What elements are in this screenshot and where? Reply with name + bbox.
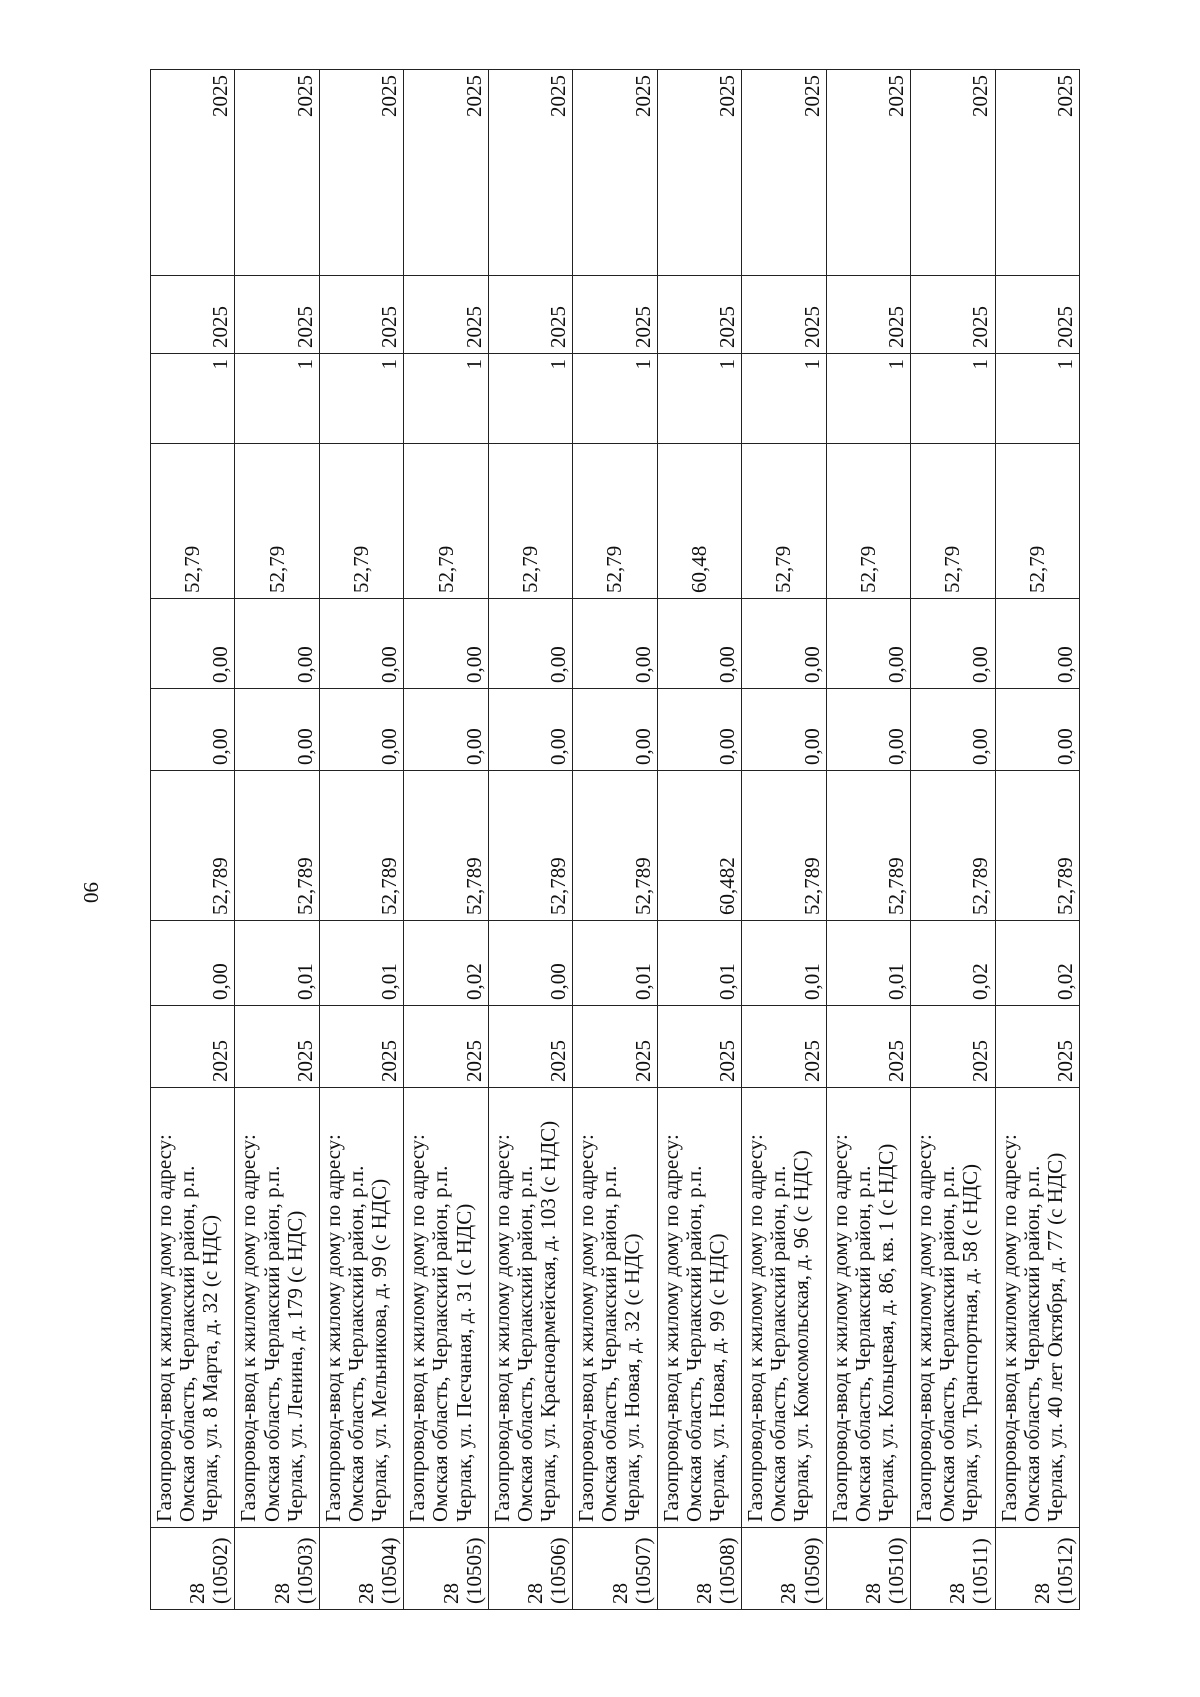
value-cell-1: 0,01 — [826, 921, 910, 1006]
value-cell-4: 0,00 — [319, 599, 403, 689]
value-cell-4: 0,00 — [657, 599, 741, 689]
year-cell-3: 2025 — [488, 70, 572, 276]
value-cell-5: 52,79 — [235, 444, 319, 599]
year-cell-3: 2025 — [573, 70, 657, 276]
year-start-cell: 2025 — [657, 1006, 741, 1088]
object-code-cell — [911, 1528, 995, 1610]
object-name-cell: Газопровод-ввод к жилому дому по адресу: Омская область, Черлакский район, р.п. Черлак, ул. Новая, д. 32 (с НДС) — [573, 1088, 657, 1528]
value-cell-3: 0,00 — [488, 689, 572, 771]
object-code-number: 28 — [1029, 1583, 1054, 1604]
value-cell-4: 0,00 — [151, 599, 235, 689]
value-cell-5: 52,79 — [151, 444, 235, 599]
quantity-cell: 1 — [151, 354, 235, 444]
object-code-id: (10508) — [715, 1537, 740, 1604]
value-cell-5: 52,79 — [488, 444, 572, 599]
value-cell-5: 52,79 — [573, 444, 657, 599]
value-cell-1: 0,01 — [742, 921, 826, 1006]
year-start-cell: 2025 — [911, 1006, 995, 1088]
year-cell-2: 2025 — [151, 276, 235, 354]
value-cell-1: 0,01 — [319, 921, 403, 1006]
object-code-id: (10502) — [208, 1537, 233, 1604]
object-code-cell — [657, 1528, 741, 1610]
quantity-cell: 1 — [911, 354, 995, 444]
year-cell-2: 2025 — [235, 276, 319, 354]
year-start-cell: 2025 — [995, 1006, 1079, 1088]
year-cell-3: 2025 — [826, 70, 910, 276]
value-cell-2: 52,789 — [573, 771, 657, 921]
year-cell-2: 2025 — [657, 276, 741, 354]
object-code-number: 28 — [776, 1583, 801, 1604]
table-row — [319, 70, 403, 1610]
value-cell-1: 0,01 — [573, 921, 657, 1006]
object-code-id: (10507) — [630, 1537, 655, 1604]
value-cell-2: 52,789 — [404, 771, 488, 921]
object-name-cell: Газопровод-ввод к жилому дому по адресу: Омская область, Черлакский район, р.п. Черлак, ул. Новая, д. 99 (с НДС) — [657, 1088, 741, 1528]
table-row — [235, 70, 319, 1610]
value-cell-3: 0,00 — [235, 689, 319, 771]
value-cell-4: 0,00 — [488, 599, 572, 689]
table-row — [151, 70, 235, 1610]
value-cell-2: 52,789 — [742, 771, 826, 921]
quantity-cell: 1 — [319, 354, 403, 444]
object-name-cell: Газопровод-ввод к жилому дому по адресу: Омская область, Черлакский район, р.п. Черлак, ул. 8 Марта, д. 32 (с НДС) — [151, 1088, 235, 1528]
quantity-cell: 1 — [742, 354, 826, 444]
value-cell-1: 0,01 — [235, 921, 319, 1006]
value-cell-3: 0,00 — [151, 689, 235, 771]
value-cell-5: 52,79 — [742, 444, 826, 599]
table-row — [657, 70, 741, 1610]
object-name-cell: Газопровод-ввод к жилому дому по адресу: Омская область, Черлакский район, р.п. Черлак, ул. Транспортная, д. 58 (с НДС) — [911, 1088, 995, 1528]
value-cell-4: 0,00 — [235, 599, 319, 689]
object-code-id: (10506) — [546, 1537, 571, 1604]
quantity-cell: 1 — [235, 354, 319, 444]
year-cell-3: 2025 — [151, 70, 235, 276]
object-code-id: (10510) — [883, 1537, 908, 1604]
object-code-cell — [151, 1528, 235, 1610]
value-cell-3: 0,00 — [319, 689, 403, 771]
year-start-cell: 2025 — [235, 1006, 319, 1088]
year-start-cell: 2025 — [404, 1006, 488, 1088]
object-name-cell: Газопровод-ввод к жилому дому по адресу: Омская область, Черлакский район, р.п. Черлак, ул. Красноармейская, д. 103 (с НДС) — [488, 1088, 572, 1528]
value-cell-5: 52,79 — [319, 444, 403, 599]
year-cell-2: 2025 — [319, 276, 403, 354]
object-name-cell: Газопровод-ввод к жилому дому по адресу: Омская область, Черлакский район, р.п. Черлак, ул. Мельникова, д. 99 (с НДС) — [319, 1088, 403, 1528]
value-cell-1: 0,00 — [151, 921, 235, 1006]
table-row — [488, 70, 572, 1610]
year-cell-2: 2025 — [826, 276, 910, 354]
value-cell-1: 0,02 — [404, 921, 488, 1006]
year-cell-2: 2025 — [573, 276, 657, 354]
object-code-id: (10505) — [461, 1537, 486, 1604]
year-cell-3: 2025 — [995, 70, 1079, 276]
value-cell-2: 52,789 — [911, 771, 995, 921]
year-cell-3: 2025 — [911, 70, 995, 276]
object-code-id: (10509) — [799, 1537, 824, 1604]
page-number: 90 — [79, 882, 103, 903]
value-cell-5: 52,79 — [911, 444, 995, 599]
value-cell-1: 0,02 — [995, 921, 1079, 1006]
year-cell-2: 2025 — [404, 276, 488, 354]
object-code-cell — [573, 1528, 657, 1610]
year-start-cell: 2025 — [742, 1006, 826, 1088]
object-name-cell: Газопровод-ввод к жилому дому по адресу: Омская область, Черлакский район, р.п. Черлак, ул. 40 лет Октября, д. 77 (с НДС) — [995, 1088, 1079, 1528]
object-code-number: 28 — [607, 1583, 632, 1604]
year-cell-3: 2025 — [319, 70, 403, 276]
value-cell-3: 0,00 — [657, 689, 741, 771]
year-cell-2: 2025 — [995, 276, 1079, 354]
object-code-cell — [488, 1528, 572, 1610]
value-cell-4: 0,00 — [911, 599, 995, 689]
object-name-cell: Газопровод-ввод к жилому дому по адресу: Омская область, Черлакский район, р.п. Черлак, ул. Кольцевая, д. 86, кв. 1 (с НДС) — [826, 1088, 910, 1528]
year-start-cell: 2025 — [573, 1006, 657, 1088]
value-cell-1: 0,01 — [657, 921, 741, 1006]
value-cell-3: 0,00 — [911, 689, 995, 771]
object-code-cell — [995, 1528, 1079, 1610]
value-cell-3: 0,00 — [742, 689, 826, 771]
value-cell-2: 52,789 — [995, 771, 1079, 921]
table-row — [573, 70, 657, 1610]
object-code-number: 28 — [523, 1583, 548, 1604]
object-name-cell: Газопровод-ввод к жилому дому по адресу: Омская область, Черлакский район, р.п. Черлак, ул. Комсомольская, д. 96 (с НДС) — [742, 1088, 826, 1528]
value-cell-3: 0,00 — [573, 689, 657, 771]
object-code-id: (10504) — [377, 1537, 402, 1604]
value-cell-2: 60,482 — [657, 771, 741, 921]
quantity-cell: 1 — [488, 354, 572, 444]
object-code-number: 28 — [438, 1583, 463, 1604]
quantity-cell: 1 — [657, 354, 741, 444]
rotated-table-container — [150, 70, 1080, 1610]
table-row — [911, 70, 995, 1610]
investment-table — [150, 69, 1080, 1610]
quantity-cell: 1 — [573, 354, 657, 444]
object-code-cell — [404, 1528, 488, 1610]
object-code-cell — [826, 1528, 910, 1610]
year-start-cell: 2025 — [319, 1006, 403, 1088]
value-cell-2: 52,789 — [151, 771, 235, 921]
object-code-id: (10512) — [1052, 1537, 1077, 1604]
object-code-number: 28 — [860, 1583, 885, 1604]
year-cell-3: 2025 — [657, 70, 741, 276]
year-start-cell: 2025 — [151, 1006, 235, 1088]
year-cell-3: 2025 — [742, 70, 826, 276]
object-code-number: 28 — [945, 1583, 970, 1604]
value-cell-1: 0,00 — [488, 921, 572, 1006]
quantity-cell: 1 — [826, 354, 910, 444]
object-code-number: 28 — [269, 1583, 294, 1604]
year-start-cell: 2025 — [488, 1006, 572, 1088]
object-code-cell — [235, 1528, 319, 1610]
value-cell-2: 52,789 — [235, 771, 319, 921]
year-start-cell: 2025 — [826, 1006, 910, 1088]
object-code-cell — [742, 1528, 826, 1610]
year-cell-3: 2025 — [404, 70, 488, 276]
value-cell-5: 52,79 — [826, 444, 910, 599]
object-code-number: 28 — [354, 1583, 379, 1604]
object-code-cell — [319, 1528, 403, 1610]
value-cell-5: 52,79 — [995, 444, 1079, 599]
object-name-cell: Газопровод-ввод к жилому дому по адресу: Омская область, Черлакский район, р.п. Черлак, ул. Ленина, д. 179 (с НДС) — [235, 1088, 319, 1528]
quantity-cell: 1 — [404, 354, 488, 444]
value-cell-3: 0,00 — [826, 689, 910, 771]
value-cell-2: 52,789 — [826, 771, 910, 921]
year-cell-2: 2025 — [488, 276, 572, 354]
year-cell-3: 2025 — [235, 70, 319, 276]
value-cell-4: 0,00 — [573, 599, 657, 689]
value-cell-5: 60,48 — [657, 444, 741, 599]
object-code-id: (10503) — [292, 1537, 317, 1604]
table-row — [995, 70, 1079, 1610]
value-cell-1: 0,02 — [911, 921, 995, 1006]
value-cell-4: 0,00 — [826, 599, 910, 689]
value-cell-2: 52,789 — [488, 771, 572, 921]
object-code-id: (10511) — [968, 1538, 993, 1604]
table-row — [404, 70, 488, 1610]
table-row — [826, 70, 910, 1610]
value-cell-5: 52,79 — [404, 444, 488, 599]
value-cell-3: 0,00 — [995, 689, 1079, 771]
table-row — [742, 70, 826, 1610]
quantity-cell: 1 — [995, 354, 1079, 444]
value-cell-3: 0,00 — [404, 689, 488, 771]
object-name-cell: Газопровод-ввод к жилому дому по адресу: Омская область, Черлакский район, р.п. Черлак, ул. Песчаная, д. 31 (с НДС) — [404, 1088, 488, 1528]
year-cell-2: 2025 — [911, 276, 995, 354]
table-body — [151, 70, 1080, 1610]
year-cell-2: 2025 — [742, 276, 826, 354]
object-code-number: 28 — [691, 1583, 716, 1604]
value-cell-4: 0,00 — [404, 599, 488, 689]
value-cell-4: 0,00 — [995, 599, 1079, 689]
value-cell-2: 52,789 — [319, 771, 403, 921]
object-code-number: 28 — [185, 1583, 210, 1604]
value-cell-4: 0,00 — [742, 599, 826, 689]
